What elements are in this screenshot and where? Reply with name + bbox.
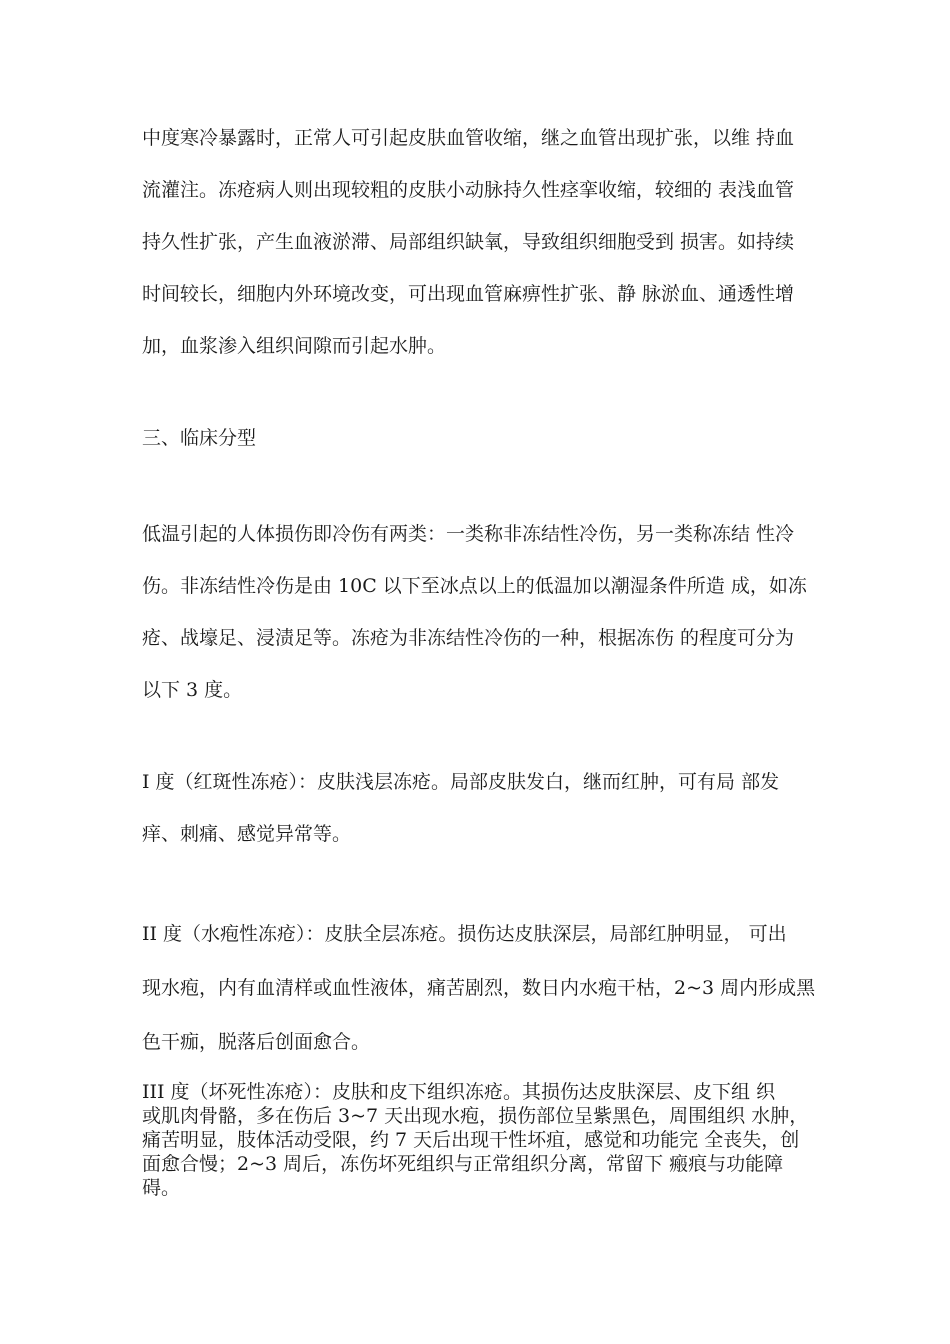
paragraph-degree-3 (142, 1080, 822, 1200)
text-line: 流灌注。冻疮病人则出现较粗的皮肤小动脉持久性痉挛收缩，较细的 表浅血管 (142, 179, 795, 201)
paragraph-degree-2 (142, 907, 822, 1069)
text-line: 痛苦明显，肢体活动受限，约 7 天后出现干性坏疽，感觉和功能完 全丧失，创 (142, 1129, 800, 1151)
text-line: 以下 3 度。 (142, 679, 243, 701)
text-line: 伤。非冻结性冷伤是由 10C 以下至冰点以上的低温加以潮湿条件所造 成，如冻 (142, 575, 807, 597)
text-line: 碍。 (142, 1177, 181, 1199)
text-line: I 度（红斑性冻疮）：皮肤浅层冻疮。局部皮肤发白，继而红肿，可有局 部发 (142, 771, 780, 793)
text-line: 痒、刺痛、感觉异常等。 (142, 823, 352, 845)
text-line: 中度寒冷暴露时，正常人可引起皮肤血管收缩，继之血管出现扩张，以维 持血 (142, 127, 795, 149)
text-line: 现水疱，内有血清样或血性液体，痛苦剧烈，数日内水疱干枯，2~3 周内形成黑 (142, 977, 816, 999)
text-line: 持久性扩张，产生血液淤滞、局部组织缺氧，导致组织细胞受到 损害。如持续 (142, 231, 795, 253)
text-line: II 度（水疱性冻疮）：皮肤全层冻疮。损伤达皮肤深层，局部红肿明显， 可出 (142, 923, 787, 945)
text-line: III 度（坏死性冻疮）：皮肤和皮下组织冻疮。其损伤达皮肤深层、皮下组 织 (142, 1081, 776, 1103)
text-line: 或肌肉骨骼，多在伤后 3~7 天出现水疱，损伤部位呈紫黑色，周围组织 水肿， (142, 1105, 809, 1127)
paragraph-degree-1 (142, 756, 822, 860)
paragraph-pathology (142, 112, 822, 372)
text-line: 低温引起的人体损伤即冷伤有两类：一类称非冻结性冷伤，另一类称冻结 性冷 (142, 523, 795, 545)
text-line: 面愈合慢；2~3 周后，冻伤坏死组织与正常组织分离，常留下 瘢痕与功能障 (142, 1153, 784, 1175)
section-heading: 三、临床分型 (142, 427, 257, 449)
text-line: 加，血浆渗入组织间隙而引起水肿。 (142, 335, 447, 357)
text-line: 疮、战壕足、浸渍足等。冻疮为非冻结性冷伤的一种，根据冻伤 的程度可分为 (142, 627, 795, 649)
paragraph-cold-injury-types (142, 508, 822, 716)
text-line: 色干痂，脱落后创面愈合。 (142, 1031, 371, 1053)
text-line: 时间较长，细胞内外环境改变，可出现血管麻痹性扩张、静 脉淤血、通透性增 (142, 283, 795, 305)
